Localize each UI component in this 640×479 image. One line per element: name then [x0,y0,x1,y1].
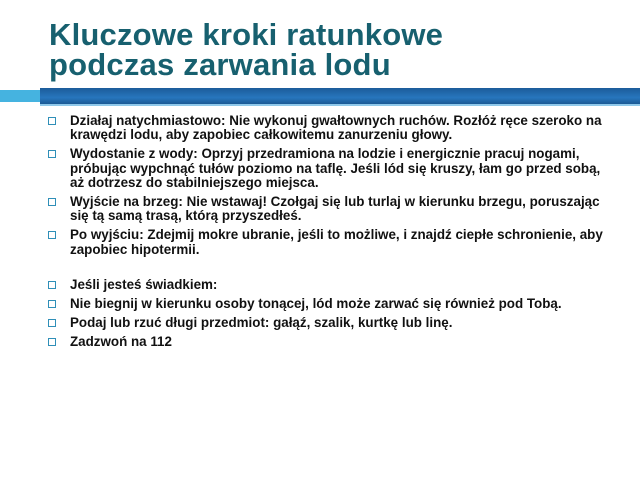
list-item [48,335,608,349]
list-item [48,195,608,223]
hollow-square-icon [48,117,56,125]
list-item-text: Po wyjściu: Zdejmij mokre ubranie, jeśli to możliwe, i znajdź ciepłe schronienie, aby zapobiec hipotermii. [70,227,603,257]
list-item-witness-heading [48,278,608,292]
list-item-text: Jeśli jesteś świadkiem: [70,276,218,292]
title-divider-band [0,88,640,102]
list-item [48,114,608,142]
list-item [48,316,608,330]
list-item-text: Podaj lub rzuć długi przedmiot: gałąź, szalik, kurtkę lub linę. [70,315,453,331]
bullet-list [48,114,608,355]
slide-title [49,17,629,82]
list-item-text: Zadzwoń na 112 [70,334,172,350]
slide-title-line-1: Kluczowe kroki ratunkowe [49,17,444,52]
list-item [48,147,608,190]
divider-dark-segment [40,88,640,104]
hollow-square-icon [48,198,56,206]
hollow-square-icon [48,281,56,289]
hollow-square-icon [48,150,56,158]
slide-title-line-2: podczas zarwania lodu [49,47,391,82]
list-item-text: Wydostanie z wody: Oprzyj przedramiona na lodzie i energicznie pracuj nogami, próbując wypchnąć tułów poziomo na taflę. Jeśli lód się kruszy, łam go przed sobą, aż dotrzesz do stabilniejszego miejsca. [70,146,601,190]
list-item-text: Nie biegnij w kierunku osoby tonącej, lód może zarwać się również pod Tobą. [70,296,562,312]
list-item [48,297,608,311]
list-item-text: Wyjście na brzeg: Nie wstawaj! Czołgaj się lub turlaj w kierunku brzegu, poruszając się tą samą trasą, którą przyszedłeś. [70,194,600,224]
hollow-square-icon [48,300,56,308]
list-item-text: Działaj natychmiastowo: Nie wykonuj gwałtownych ruchów. Rozłóż ręce szeroko na krawędzi lodu, aby zapobiec całkowitemu zanurzeniu głowy. [70,113,602,143]
hollow-square-icon [48,338,56,346]
hollow-square-icon [48,319,56,327]
hollow-square-icon [48,231,56,239]
divider-light-segment [0,90,40,102]
divider-highlight-line [40,104,640,106]
list-item [48,228,608,256]
